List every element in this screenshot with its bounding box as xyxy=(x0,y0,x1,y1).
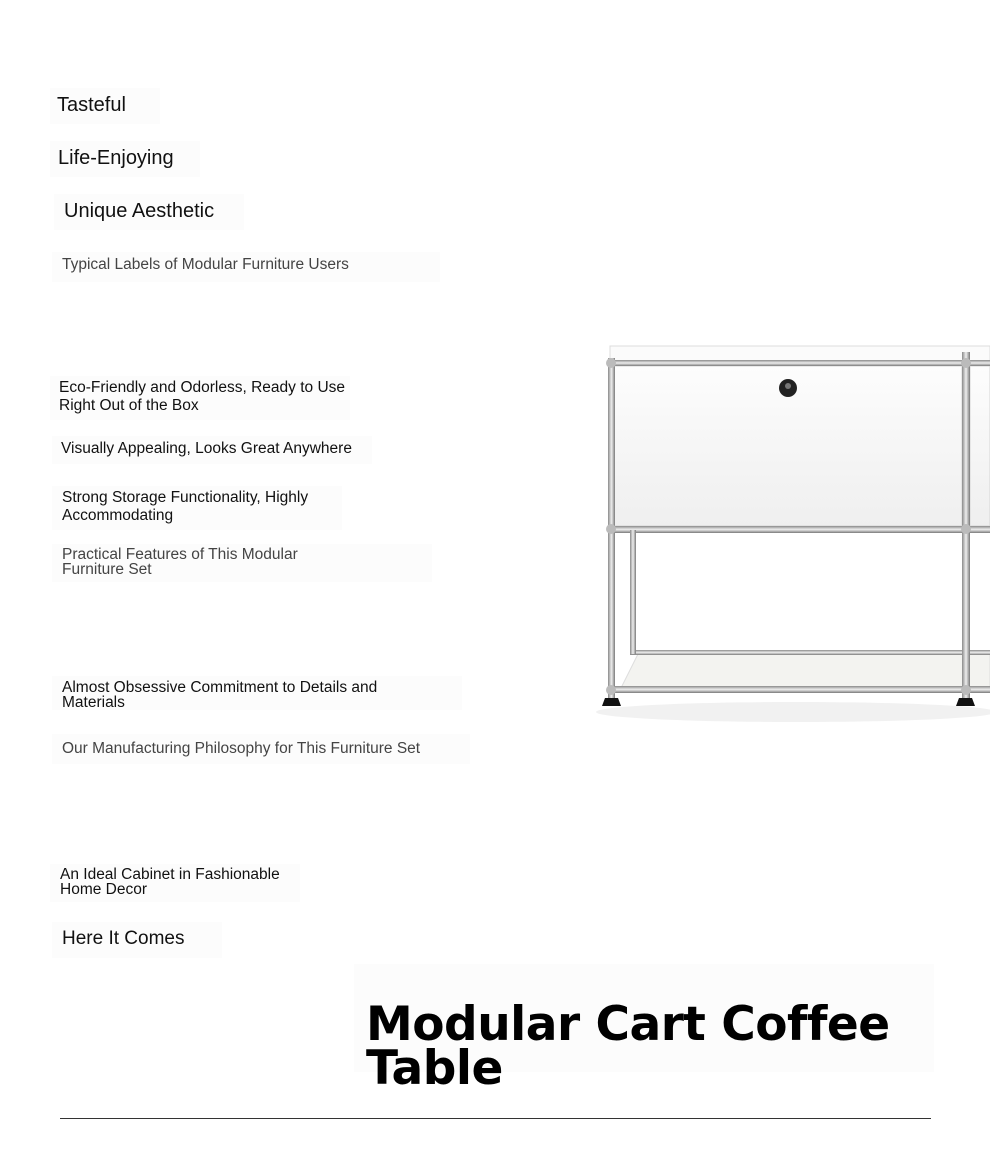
feature-eco-friendly: Eco-Friendly and Odorless, Ready to Use Right Out of the Box xyxy=(59,379,346,414)
divider-line xyxy=(60,1118,931,1119)
label-unique-aesthetic: Unique Aesthetic xyxy=(64,200,215,222)
features-subtitle: Practical Features of This Modular Furniture Set xyxy=(62,546,298,578)
page-title: Modular Cart Coffee Table xyxy=(366,997,890,1097)
label-tasteful: Tasteful xyxy=(57,94,126,116)
philosophy-subtitle: Our Manufacturing Philosophy for This Furniture Set xyxy=(62,740,421,757)
feature-storage: Strong Storage Functionality, Highly Accommodating xyxy=(62,489,309,524)
intro-tagline: An Ideal Cabinet in Fashionable Home Decor xyxy=(60,866,280,898)
label-life-enjoying: Life-Enjoying xyxy=(58,147,174,169)
feature-visually-appealing: Visually Appealing, Looks Great Anywhere xyxy=(61,440,352,457)
modular-cabinet-image xyxy=(586,340,990,730)
philosophy-item: Almost Obsessive Commitment to Details and Materials xyxy=(62,679,378,711)
intro-lead: Here It Comes xyxy=(62,928,185,949)
labels-subtitle: Typical Labels of Modular Furniture Users xyxy=(62,256,349,273)
